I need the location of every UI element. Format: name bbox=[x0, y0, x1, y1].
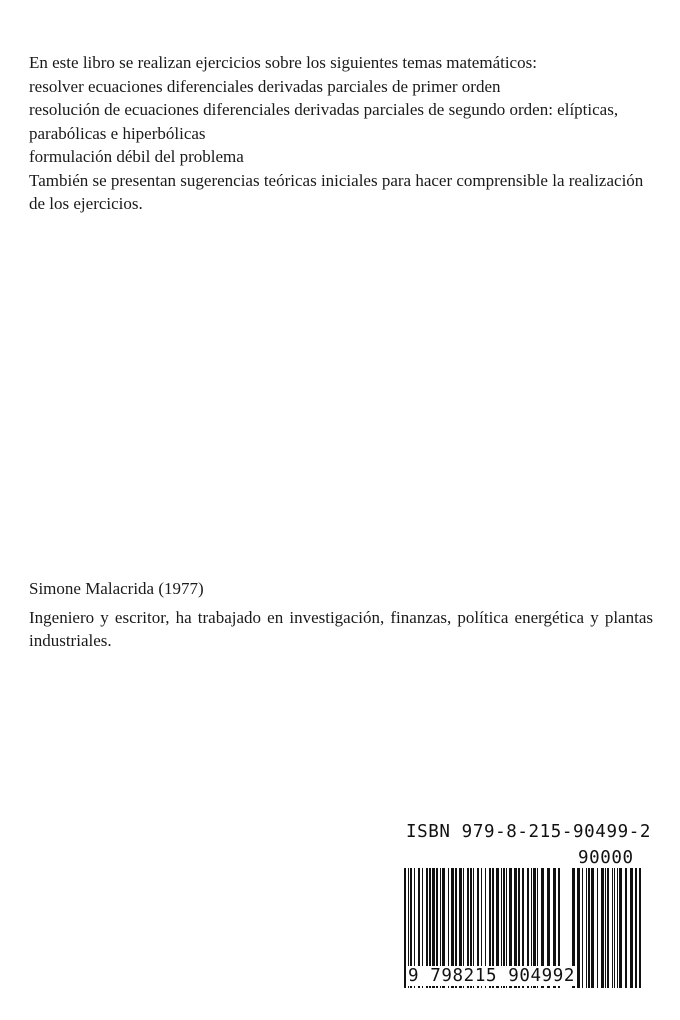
author-bio: Ingeniero y escritor, ha trabajado en investigación, finanzas, política energética y plantas industriales. bbox=[29, 607, 653, 650]
addon-barcode-bars bbox=[572, 868, 642, 988]
barcode-bar bbox=[605, 868, 606, 988]
barcode-bar bbox=[577, 868, 580, 988]
isbn-label: ISBN 979-8-215-90499-2 bbox=[406, 822, 651, 842]
barcode-bar bbox=[619, 868, 622, 988]
barcode-bar bbox=[601, 868, 604, 988]
barcode-bar bbox=[614, 868, 615, 988]
barcode-bar bbox=[617, 868, 618, 988]
barcode-bar bbox=[586, 868, 587, 988]
barcode-bar bbox=[630, 868, 633, 988]
barcode-bar bbox=[625, 868, 627, 988]
barcode-bar bbox=[597, 868, 598, 988]
barcode-bar bbox=[635, 868, 637, 988]
author-name: Simone Malacrida (1977) bbox=[29, 579, 204, 598]
author-info bbox=[29, 577, 653, 653]
description-line: resolver ecuaciones diferenciales derivadas parciales de primer orden bbox=[29, 76, 501, 96]
barcode-bar bbox=[591, 868, 594, 988]
book-description bbox=[29, 51, 653, 216]
barcode-bar bbox=[582, 868, 583, 988]
description-line: En este libro se realizan ejercicios sobre los siguientes temas matemáticos: bbox=[29, 53, 537, 72]
barcode-bar bbox=[588, 868, 590, 988]
description-line: También se presentan sugerencias teóricas iniciales para hacer comprensible la realización de los ejercicios. bbox=[29, 170, 644, 213]
barcode-bar bbox=[607, 868, 609, 988]
barcode-digits: 9 798215 904992 bbox=[408, 966, 576, 986]
description-line: resolución de ecuaciones diferenciales derivadas parciales de segundo orden: elípticas, parabólicas e hiperbólicas bbox=[29, 100, 619, 143]
price-code: 90000 bbox=[578, 848, 634, 868]
isbn-barcode bbox=[404, 822, 651, 992]
barcode-bar bbox=[639, 868, 641, 988]
description-line: formulación débil del problema bbox=[29, 147, 244, 166]
barcode-bar bbox=[612, 868, 613, 988]
